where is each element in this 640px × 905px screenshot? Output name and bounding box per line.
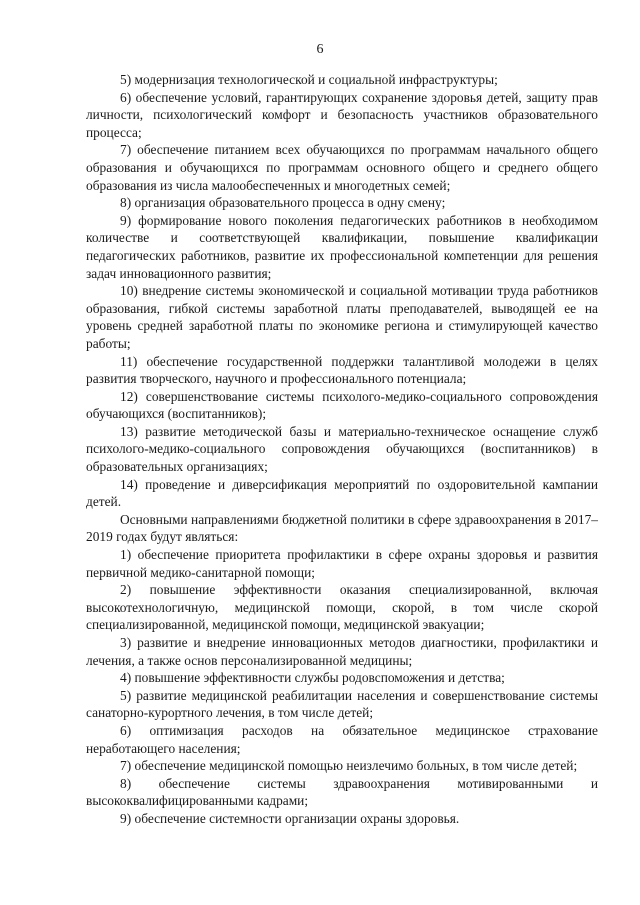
paragraph-edu-item-7: 7) обеспечение питанием всех обучающихся по программам начального общего образования и обучающихся по программам основного общего и среднего общего образования из числа малообеспеченных и многодетных семей; [86,142,598,193]
paragraph-edu-item-11: 11) обеспечение государственной поддержки талантливой молодежи в целях развития творческого, научного и профессионального потенциала; [86,353,598,387]
paragraph-health-item-2: 2) повышение эффективности оказания специализированной, включая высокотехнологичную, медицинской помощи, скорой, в том числе скорой специализированной, медицинской помощи, медицинской эвакуации; [86,582,598,633]
paragraph-health-item-5: 5) развитие медицинской реабилитации населения и совершенствование системы санаторно-курортного лечения, в том числе детей; [86,687,598,721]
paragraph-edu-item-12: 12) совершенствование системы психолого-медико-социального сопровождения обучающихся (воспитанников); [86,388,598,422]
paragraph-edu-item-5: 5) модернизация технологической и социальной инфраструктуры; [120,72,498,87]
paragraph-health-item-8: 8) обеспечение системы здравоохранения мотивированными и высококвалифицированными кадрами; [86,775,598,809]
paragraph-health-intro: Основными направлениями бюджетной политики в сфере здравоохранения в 2017–2019 годах будут являться: [86,511,598,545]
paragraph-edu-item-9: 9) формирование нового поколения педагогических работников в необходимом количестве и соответствующей квалификации, повышение квалификации педагогических работников, развитие их профессиональной компетенции для решения задач инновационного развития; [86,212,598,281]
document-body [86,71,598,828]
paragraph-edu-item-13: 13) развитие методической базы и материально-техническое оснащение служб психолого-медико-социального сопровождения обучающихся (воспитанников) в образовательных организациях; [86,423,598,475]
paragraph-edu-item-6: 6) обеспечение условий, гарантирующих сохранение здоровья детей, защиту прав личности, психологический комфорт и безопасность участников образовательного процесса; [86,89,598,140]
paragraph-health-item-3: 3) развитие и внедрение инновационных методов диагностики, профилактики и лечения, а также основ персонализированной медицины; [86,635,598,668]
paragraph-health-item-4: 4) повышение эффективности службы родовспоможения и детства; [120,670,505,686]
paragraph-health-item-6: 6) оптимизация расходов на обязательное медицинское страхование неработающего населения; [86,722,598,756]
page-number: 6 [316,42,324,57]
paragraph-edu-item-10: 10) внедрение системы экономической и социальной мотивации труда работников образования, гибкой системы заработной платы преподавателей, выводящей ее на уровень средней заработной платы по экономике региона и стимулирующей качество работы; [86,283,598,351]
paragraph-edu-item-8: 8) организация образовательного процесса в одну смену; [120,195,446,211]
paragraph-health-item-1: 1) обеспечение приоритета профилактики в сфере охраны здоровья и развития первичной медико-санитарной помощи; [86,547,598,580]
paragraph-health-item-9: 9) обеспечение системности организации охраны здоровья. [120,810,460,826]
paragraph-health-item-7: 7) обеспечение медицинской помощью неизлечимо больных, в том числе детей; [120,758,578,774]
paragraph-edu-item-14: 14) проведение и диверсификация мероприятий по оздоровительной кампании детей. [86,476,598,510]
